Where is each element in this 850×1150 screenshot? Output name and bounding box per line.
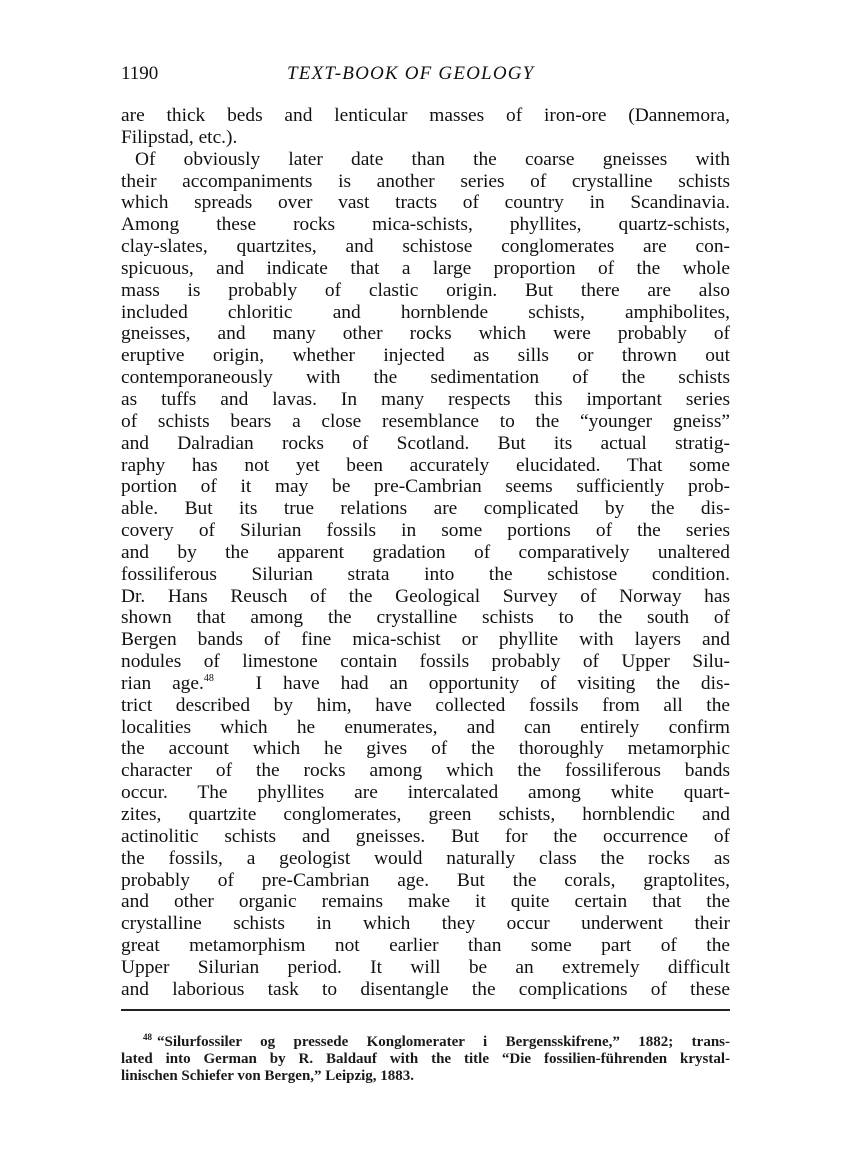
text-line: eruptive origin, whether injected as sills or thrown out bbox=[121, 345, 730, 367]
text-line: Among these rocks mica-schists, phyllites, quartz-schists, bbox=[121, 214, 730, 236]
footnote-text: “Silurfossiler og pressede Konglomerater i Bergensskifrene,” 1882; trans- bbox=[157, 1034, 730, 1050]
text-line: Upper Silurian period. It will be an extremely difficult bbox=[121, 956, 730, 978]
text-line: and by the apparent gradation of comparatively unaltered bbox=[121, 541, 730, 563]
text-line: crystalline schists in which they occur underwent their bbox=[121, 913, 730, 935]
text-line: portion of it may be pre-Cambrian seems sufficiently prob- bbox=[121, 476, 730, 498]
text-line: as tuffs and lavas. In many respects this important series bbox=[121, 388, 730, 410]
text-line: their accompaniments is another series of crystalline schists bbox=[121, 170, 730, 192]
text-line: and Dalradian rocks of Scotland. But its actual stratig- bbox=[121, 432, 730, 454]
text-line: Dr. Hans Reusch of the Geological Survey of Norway has bbox=[121, 585, 730, 607]
text-line: which spreads over vast tracts of country in Scandinavia. bbox=[121, 192, 730, 214]
footnote-line bbox=[121, 1034, 730, 1051]
running-head bbox=[121, 62, 729, 86]
footnote bbox=[121, 1034, 730, 1085]
text-line: clay-slates, quartzites, and schistose conglomerates are con- bbox=[121, 236, 730, 258]
footnote-number: 48 bbox=[143, 1032, 152, 1042]
paragraph-start-line: Of obviously later date than the coarse gneisses with bbox=[135, 148, 730, 170]
text-fragment: I have had an opportunity of visiting the dis- bbox=[255, 672, 730, 694]
text-line: of schists bears a close resemblance to the “younger gneiss” bbox=[121, 410, 730, 432]
text-line: trict described by him, have collected fossils from all the bbox=[121, 694, 730, 716]
text-line-with-footnote bbox=[121, 673, 730, 695]
text-line: covery of Silurian fossils in some portions of the series bbox=[121, 520, 730, 542]
text-line: nodules of limestone contain fossils probably of Upper Silu- bbox=[121, 651, 730, 673]
text-line: and laborious task to disentangle the complications of these bbox=[121, 978, 730, 1000]
text-line: shown that among the crystalline schists to the south of bbox=[121, 607, 730, 629]
text-line: are thick beds and lenticular masses of iron-ore (Dannemora, bbox=[121, 105, 730, 126]
text-line: and other organic remains make it quite certain that the bbox=[121, 891, 730, 913]
text-fragment: rian age. bbox=[121, 672, 204, 694]
text-line: the fossils, a geologist would naturally class the rocks as bbox=[121, 847, 730, 869]
text-line: zites, quartzite conglomerates, green schists, hornblendic and bbox=[121, 804, 730, 825]
body-text bbox=[121, 105, 730, 1001]
text-line: localities which he enumerates, and can entirely confirm bbox=[121, 716, 730, 738]
footnote-line: lated into German by R. Baldauf with the title “Die fossilien-führenden krystal- bbox=[121, 1051, 730, 1067]
text-line: great metamorphism not earlier than some part of the bbox=[121, 935, 730, 957]
footnote-reference[interactable]: 48 bbox=[203, 672, 214, 684]
text-line: fossiliferous Silurian strata into the schistose condition. bbox=[121, 563, 730, 585]
text-line: actinolitic schists and gneisses. But for the occurrence of bbox=[121, 825, 730, 847]
footnote-divider bbox=[121, 1009, 730, 1011]
text-line: raphy has not yet been accurately elucidated. That some bbox=[121, 454, 730, 476]
text-line: spicuous, and indicate that a large proportion of the whole bbox=[121, 257, 730, 279]
text-line: contemporaneously with the sedimentation of the schists bbox=[121, 367, 730, 389]
text-line: character of the rocks among which the fossiliferous bands bbox=[121, 760, 730, 782]
text-line: gneisses, and many other rocks which were probably of bbox=[121, 323, 730, 345]
footnote-line: linischen Schiefer von Bergen,” Leipzig, 1883. bbox=[121, 1068, 415, 1084]
text-fragment bbox=[214, 673, 256, 694]
text-line: probably of pre-Cambrian age. But the corals, graptolites, bbox=[121, 869, 730, 891]
text-line: Bergen bands of fine mica-schist or phyllite with layers and bbox=[121, 629, 730, 651]
text-line: occur. The phyllites are intercalated among white quart- bbox=[121, 782, 730, 804]
text-line: included chloritic and hornblende schists, amphibolites, bbox=[121, 301, 730, 323]
running-title: TEXT-BOOK OF GEOLOGY bbox=[287, 63, 535, 84]
text-line: mass is probably of clastic origin. But there are also bbox=[121, 279, 730, 301]
page-number: 1190 bbox=[121, 63, 159, 84]
text-line: able. But its true relations are complicated by the dis- bbox=[121, 498, 730, 520]
text-line: Filipstad, etc.). bbox=[121, 126, 238, 148]
text-line: the account which he gives of the thoroughly metamorphic bbox=[121, 738, 730, 760]
